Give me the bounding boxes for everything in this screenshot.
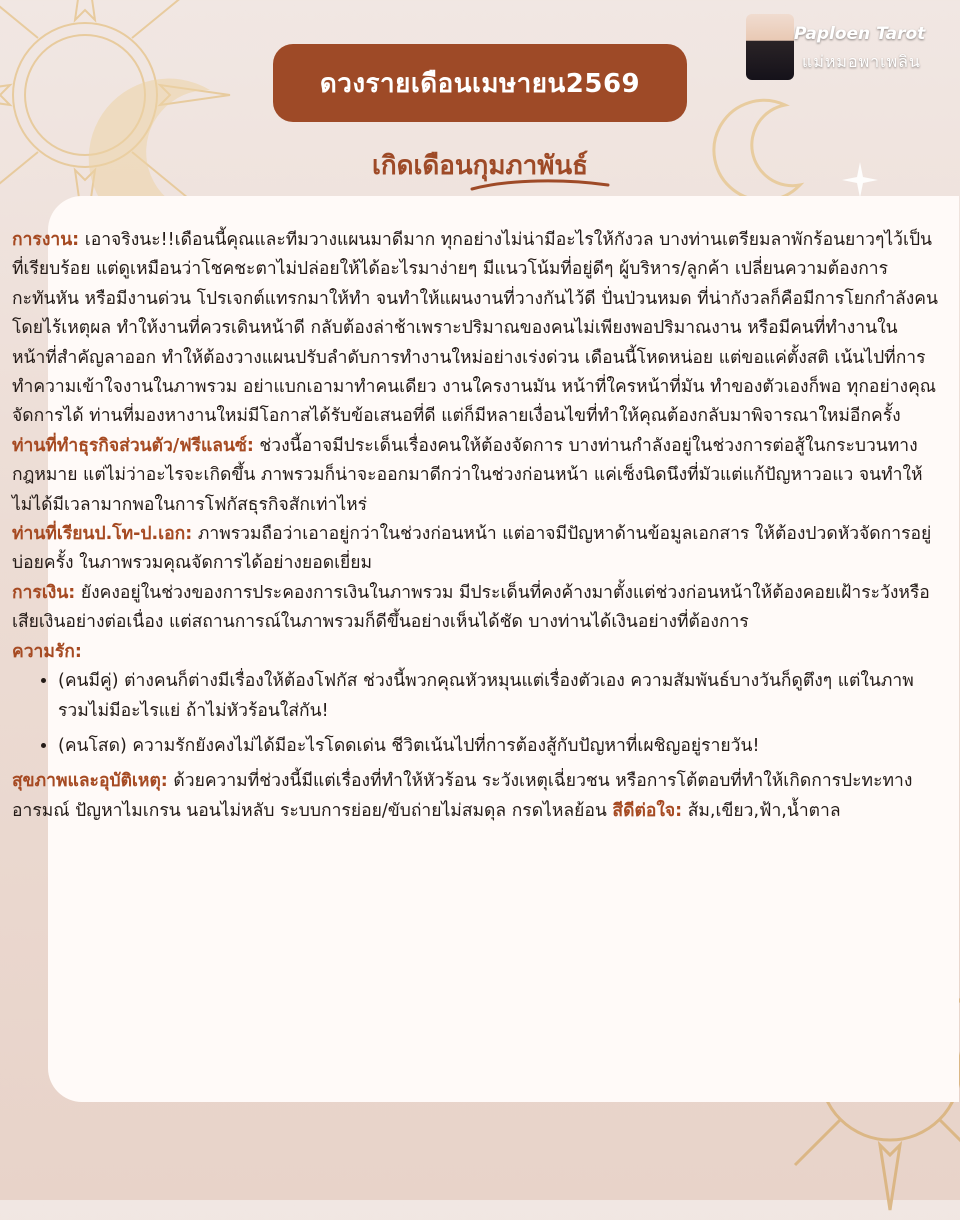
avatar bbox=[746, 14, 794, 80]
business-label: ท่านที่ทำธุรกิจส่วนตัว/ฟรีแลนซ์: bbox=[12, 435, 254, 456]
page-subtitle: เกิดเดือนกุมภาพันธ์ bbox=[371, 151, 589, 181]
horoscope-body bbox=[12, 226, 942, 826]
work-text: เอาจริงนะ!!เดือนนี้คุณและทีมวางแผนมาดีมาก ทุกอย่างไม่น่ามีอะไรให้กังวล บางท่านเตรียมลาพักร้อนยาวๆไว้เป็นที่เรียบร้อย แต่ดูเหมือนว่าโชคชะตาไม่ปล่อยให้ได้อะไรมาง่ายๆ มีแนวโน้มที่อยู่ดีๆ ผู้บริหาร/ลูกค้า เปลี่ยนความต้องการกะทันหัน หรือมีงานด่วน โปรเจกต์แทรกมาให้ทำ จนทำให้แผนงานที่วางกันไว้ดี ปั่นป่วนหมด ที่น่ากังวลก็คือมีการโยกกำลังคนโดยไร้เหตุผล ทำให้งานที่ควรเดินหน้าดี กลับต้องล่าช้าเพราะปริมาณของคนไม่เพียงพอปริมาณงาน หรือมีคนที่ทำงานในหน้าที่สำคัญลาออก ทำให้ต้องวางแผนปรับลำดับการทำงานใหม่อย่างเร่งด่วน เดือนนี้โหดหน่อย แต่ขอแค่ตั้งสติ เน้นไปที่การทำความเข้าใจงานในภาพรวม อย่าแบกเอามาทำคนเดียว งานใครงานมัน หน้าที่ใครหน้าที่มัน ทำของตัวเองก็พอ ทุกอย่างคุณจัดการได้ ท่านที่มองหางานใหม่มีโอกาสได้รับข้อเสนอที่ดี แต่ก็มีหลายเงื่อนไขที่ทำให้คุณต้องกลับมาพิจารณาใหม่อีกครั้ง bbox=[12, 230, 938, 427]
study-text: ภาพรวมถือว่าเอาอยู่กว่าในช่วงก่อนหน้า แต่อาจมีปัญหาด้านข้อมูลเอกสาร ให้ต้องปวดหัวจัดการอยู่บ่อยครั้ง ในภาพรวมคุณจัดการได้อย่างยอดเยี่ยม bbox=[12, 524, 932, 574]
brand-name: Paploen Tarot bbox=[794, 24, 926, 44]
money-text: ยังคงอยู่ในช่วงของการประคองการเงินในภาพรวม มีประเด็นที่คงค้างมาตั้งแต่ช่วงก่อนหน้าให้ต้องคอยเฝ้าระวังหรือเสียเงินอย่างต่อเนื่อง แต่สถานการณ์ในภาพรวมก็ดีขึ้นอย่างเห็นได้ชัด บางท่านได้เงินอย่างที่ต้องการ bbox=[12, 582, 930, 633]
study-label: ท่านที่เรียนป.โท-ป.เอก: bbox=[12, 524, 193, 545]
health-section bbox=[12, 767, 942, 826]
list-item: • (คนโสด) ความรักยังคงไม่ได้มีอะไรโดดเด่น ชีวิตเน้นไปที่การต้องสู้กับปัญหาที่เผชิญอยู่รายวัน! bbox=[58, 732, 942, 761]
work-section bbox=[12, 226, 942, 432]
money-section bbox=[12, 579, 942, 638]
list-item: • (คนมีคู่) ต่างคนก็ต่างมีเรื่องให้ต้องโฟกัส ช่วงนี้พวกคุณหัวหมุนแต่เรื่องตัวเอง ความสัมพันธ์บางวันก็ดูตึงๆ แต่ในภาพรวมไม่มีอะไรแย่ ถ้าไม่หัวร้อนใส่กัน! bbox=[58, 667, 942, 726]
health-label: สุขภาพและอุบัติเหตุ: bbox=[12, 771, 168, 792]
brand-badge bbox=[746, 14, 946, 84]
business-text: ช่วงนี้อาจมีประเด็นเรื่องคนให้ต้องจัดการ บางท่านกำลังอยู่ในช่วงการต่อสู้ในกระบวนทางกฎหมาย แต่ไม่ว่าอะไรจะเกิดขึ้น ภาพรวมก็น่าจะออกมาดีกว่าในช่วงก่อนหน้า แค่เซ็งนิดนึงที่มัวแต่แก้ปัญหาวอแว จนทำให้ไม่ได้มีเวลามากพอในการโฟกัสธุรกิจสักเท่าไหร่ bbox=[12, 435, 923, 515]
underline-swash bbox=[470, 177, 610, 193]
work-label: การงาน: bbox=[12, 230, 80, 250]
study-section bbox=[12, 520, 942, 579]
love-list bbox=[12, 667, 942, 761]
business-section bbox=[12, 432, 942, 520]
colors-label: สีดีต่อใจ: bbox=[612, 800, 683, 821]
page-title bbox=[273, 44, 687, 122]
money-label: การเงิน: bbox=[12, 582, 76, 603]
health-text: ด้วยความที่ช่วงนี้มีแต่เรื่องที่ทำให้หัวร้อน ระวังเหตุเฉี่ยวชน หรือการโต้ตอบที่ทำให้เกิดการปะทะทางอารมณ์ ปัญหาไมเกรน นอนไม่หลับ ระบบการย่อย/ขับถ่ายไม่สมดุล กรดไหลย้อน bbox=[12, 771, 913, 821]
colors-text: ส้ม,เขียว,ฟ้า,น้ำตาล bbox=[682, 800, 841, 821]
brand-tagline: แม่หมอพาเพลิน bbox=[802, 52, 921, 71]
love-label: ความรัก: bbox=[12, 641, 82, 662]
love-section bbox=[12, 638, 942, 667]
page-title-text: ดวงรายเดือนเมษายน2569 bbox=[319, 68, 641, 99]
